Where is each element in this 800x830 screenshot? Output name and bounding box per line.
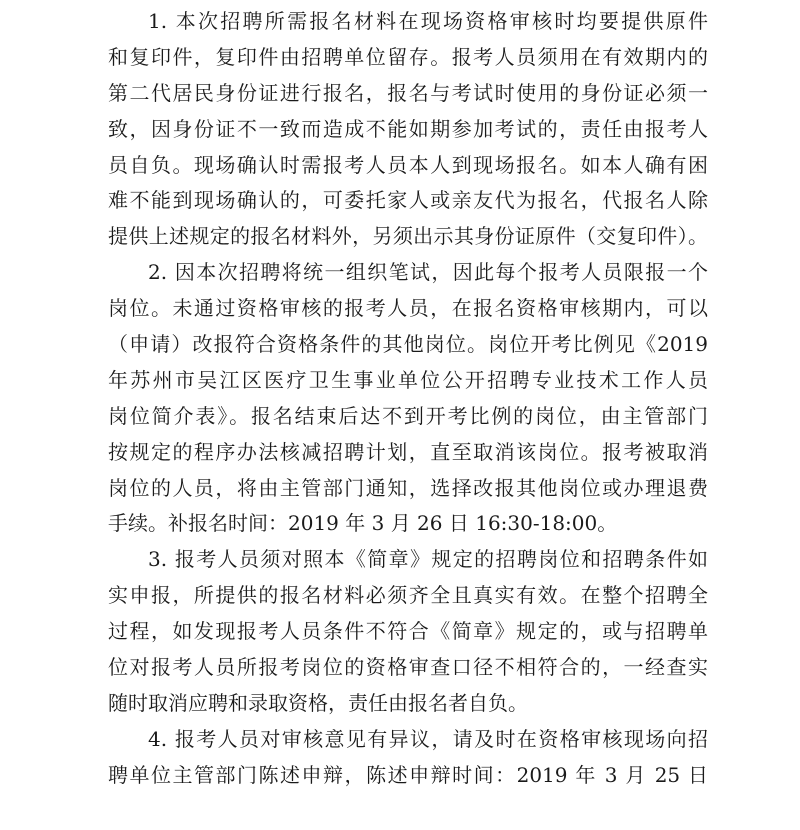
text-line: 4. 报考人员对审核意见有异议，请及时在资格审核现场向招 <box>148 726 708 751</box>
document-page <box>108 4 708 794</box>
text-line: 1. 本次招聘所需报名材料在现场资格审核时均要提供原件 <box>148 9 708 33</box>
text-line: 提供上述规定的报名材料外，另须出示其身份证原件（交复印件）。 <box>108 224 708 249</box>
text-line: 难不能到现场确认的，可委托家人或亲友代为报名，代报名人除 <box>108 188 708 213</box>
text-line: （申请）改报符合资格条件的其他岗位。岗位开考比例见《2019 <box>108 332 708 357</box>
paragraph-4 <box>108 722 708 794</box>
text-line: 位对报考人员所报考岗位的资格审查口径不相符合的，一经查实 <box>108 655 708 680</box>
paragraph-3 <box>108 542 708 721</box>
text-line: 和复印件，复印件由招聘单位留存。报考人员须用在有效期内的 <box>108 44 708 69</box>
text-line: 年苏州市吴江区医疗卫生事业单位公开招聘专业技术工作人员 <box>108 367 708 392</box>
text-line: 过程，如发现报考人员条件不符合《简章》规定的，或与招聘单 <box>108 619 708 644</box>
text-line: 2. 因本次招聘将统一组织笔试，因此每个报考人员限报一个 <box>148 260 708 285</box>
text-line: 随时取消应聘和录取资格，责任由报名者自负。 <box>108 690 528 715</box>
text-line: 3. 报考人员须对照本《简章》规定的招聘岗位和招聘条件如 <box>148 547 708 572</box>
text-line: 实申报，所提供的报名材料必须齐全且真实有效。在整个招聘全 <box>108 583 708 608</box>
text-line: 岗位。未通过资格审核的报考人员，在报名资格审核期内，可以 <box>108 296 708 321</box>
paragraph-1 <box>108 4 708 255</box>
text-line: 按规定的程序办法核减招聘计划，直至取消该岗位。报考被取消 <box>108 439 708 464</box>
text-line: 第二代居民身份证进行报名，报名与考试时使用的身份证必须一 <box>108 80 708 105</box>
text-line: 员自负。现场确认时需报考人员本人到现场报名。如本人确有困 <box>108 152 708 177</box>
text-line: 聘单位主管部门陈述申辩，陈述申辩时间：2019 年 3 月 25 日 <box>108 762 708 787</box>
text-line: 岗位的人员，将由主管部门通知，选择改报其他岗位或办理退费 <box>108 475 708 500</box>
text-line: 手续。补报名时间：2019 年 3 月 26 日 16:30-18:00。 <box>108 511 618 536</box>
text-line: 岗位简介表》。报名结束后达不到开考比例的岗位，由主管部门 <box>108 403 708 428</box>
text-line: 致，因身份证不一致而造成不能如期参加考试的，责任由报考人 <box>108 116 708 141</box>
paragraph-2 <box>108 255 708 542</box>
